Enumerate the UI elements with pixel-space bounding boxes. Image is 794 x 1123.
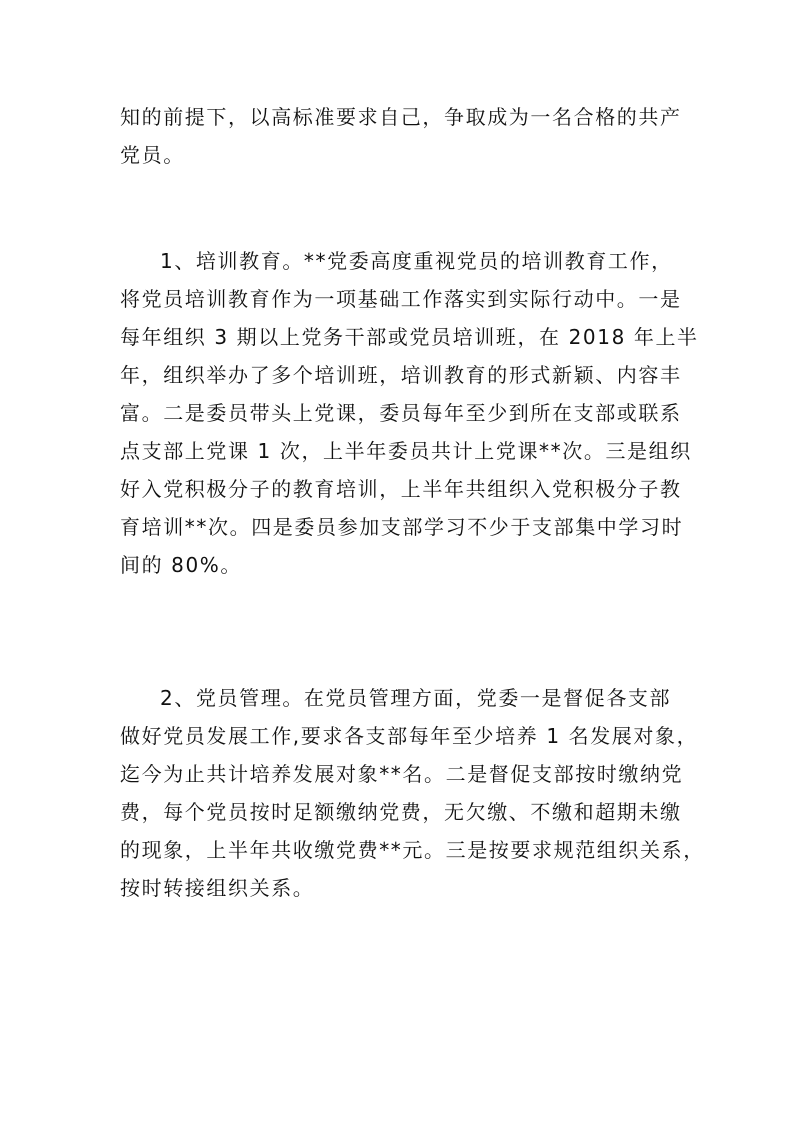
text-line: 每年组织 3 期以上党务干部或党员培训班，在 2018 年上半: [120, 325, 699, 349]
text-line: 将党员培训教育作为一项基础工作落实到实际行动中。一是: [120, 287, 682, 311]
text-line: 知的前提下，以高标准要求自己，争取成为一名合格的共产: [120, 105, 682, 129]
text-line: 富。二是委员带头上党课，委员每年至少到所在支部或联系: [120, 401, 682, 425]
paragraph-continuation: [120, 98, 680, 174]
text-line: 年，组织举办了多个培训班，培训教育的形式新颖、内容丰: [120, 363, 682, 387]
text-line: 点支部上党课 1 次，上半年委员共计上党课**次。三是组织: [120, 439, 692, 463]
text-line: 间的 80%。: [120, 553, 243, 577]
paragraph-training-education: [120, 242, 699, 584]
text-line: 2、党员管理。在党员管理方面，党委一是督促各支部: [160, 686, 672, 710]
text-line: 做好党员发展工作,要求各支部每年至少培养 1 名发展对象，: [120, 724, 699, 748]
text-line: 好入党积极分子的教育培训，上半年共组织入党积极分子教: [120, 477, 682, 501]
text-line: 迄今为止共计培养发展对象**名。二是督促支部按时缴纳党: [120, 762, 684, 786]
text-line: 费，每个党员按时足额缴纳党费，无欠缴、不缴和超期未缴: [120, 800, 682, 824]
text-line: 的现象，上半年共收缴党费**元。三是按要求规范组织关系，: [120, 838, 705, 862]
text-line: 按时转接组织关系。: [120, 876, 315, 900]
text-line: 1、培训教育。**党委高度重视党员的培训教育工作，: [160, 249, 673, 273]
text-line: 育培训**次。四是委员参加支部学习不少于支部集中学习时: [120, 515, 684, 539]
text-line: 党员。: [120, 143, 185, 167]
paragraph-member-management: [120, 679, 705, 907]
